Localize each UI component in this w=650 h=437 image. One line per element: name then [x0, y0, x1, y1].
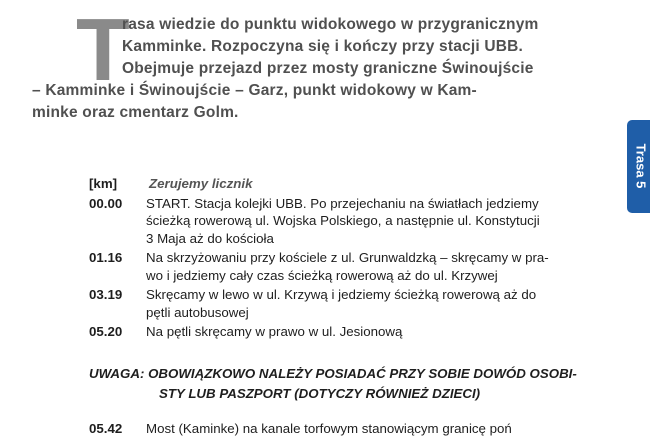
route-entry-km: 03.19	[89, 287, 123, 302]
intro-paragraph	[32, 14, 580, 124]
route-entry-description	[146, 249, 581, 284]
route-entry	[89, 249, 581, 284]
route-entry-line: 3 Maja aż do kościoła	[146, 230, 274, 246]
route-entry-line: Na skrzyżowaniu przy kościele z ul. Grunwaldzką – skręcamy w pra-	[146, 250, 549, 265]
warning-line: STY LUB PASZPORT (DOTYCZY RÓWNIEŻ DZIECI)	[159, 386, 481, 401]
route-entry	[89, 323, 581, 341]
route-entry-partial	[89, 420, 581, 437]
route-entry-line: ścieżką rowerową ul. Wojska Polskiego, a następnie ul. Konstytucji	[146, 213, 540, 228]
intro-line: minke oraz cmentarz Golm.	[32, 104, 239, 121]
intro-line: rasa wiedzie do punktu widokowego w przygranicznym	[122, 16, 539, 33]
intro-line: Obejmuje przejazd przez mosty graniczne Świnoujście	[122, 60, 534, 77]
drop-cap-letter: T	[76, 0, 130, 99]
route-header-row	[89, 175, 581, 193]
warning-notice	[89, 364, 581, 404]
km-unit-header: [km]	[89, 176, 118, 191]
intro-line: – Kamminke i Świnoujście – Garz, punkt widokowy w Kam-	[32, 82, 477, 99]
route-entry-km: 05.20	[89, 324, 123, 339]
route-entry-description	[146, 286, 581, 321]
route-entry-description	[146, 195, 581, 248]
route-entry-km: 00.00	[89, 195, 123, 211]
route-entry-line: Skręcamy w lewo w ul. Krzywą i jedziemy ścieżką rowerową aż do	[146, 287, 537, 302]
route-header-note: Zerujemy licznik	[149, 176, 253, 191]
route-side-tab-label: Trasa 5	[633, 143, 649, 189]
route-entry-km: 01.16	[89, 250, 123, 265]
route-side-tab	[627, 120, 650, 213]
route-entry	[89, 195, 581, 248]
route-entry-line: pętli autobusowej	[146, 304, 249, 320]
intro-line: Kamminke. Rozpoczyna się i kończy przy stacji UBB.	[122, 38, 524, 55]
route-entry-description	[146, 323, 581, 341]
route-entry-line: START. Stacja kolejki UBB. Po przejechaniu na światłach jedziemy	[146, 195, 539, 211]
route-entry-description: Most (Kaminke) na kanale torfowym stanowiącym granicę poń	[146, 421, 512, 436]
route-entry-km: 05.42	[89, 421, 123, 436]
route-entry	[89, 286, 581, 321]
warning-line: UWAGA: OBOWIĄZKOWO NALEŻY POSIADAĆ PRZY SOBIE DOWÓD OSOBI-	[89, 366, 577, 381]
route-table	[89, 175, 581, 343]
route-entry-line: wo i jedziemy cały czas ścieżką rowerową aż do ul. Krzywej	[146, 267, 498, 283]
route-entry-line: Na pętli skręcamy w prawo w ul. Jesionową	[146, 324, 403, 339]
